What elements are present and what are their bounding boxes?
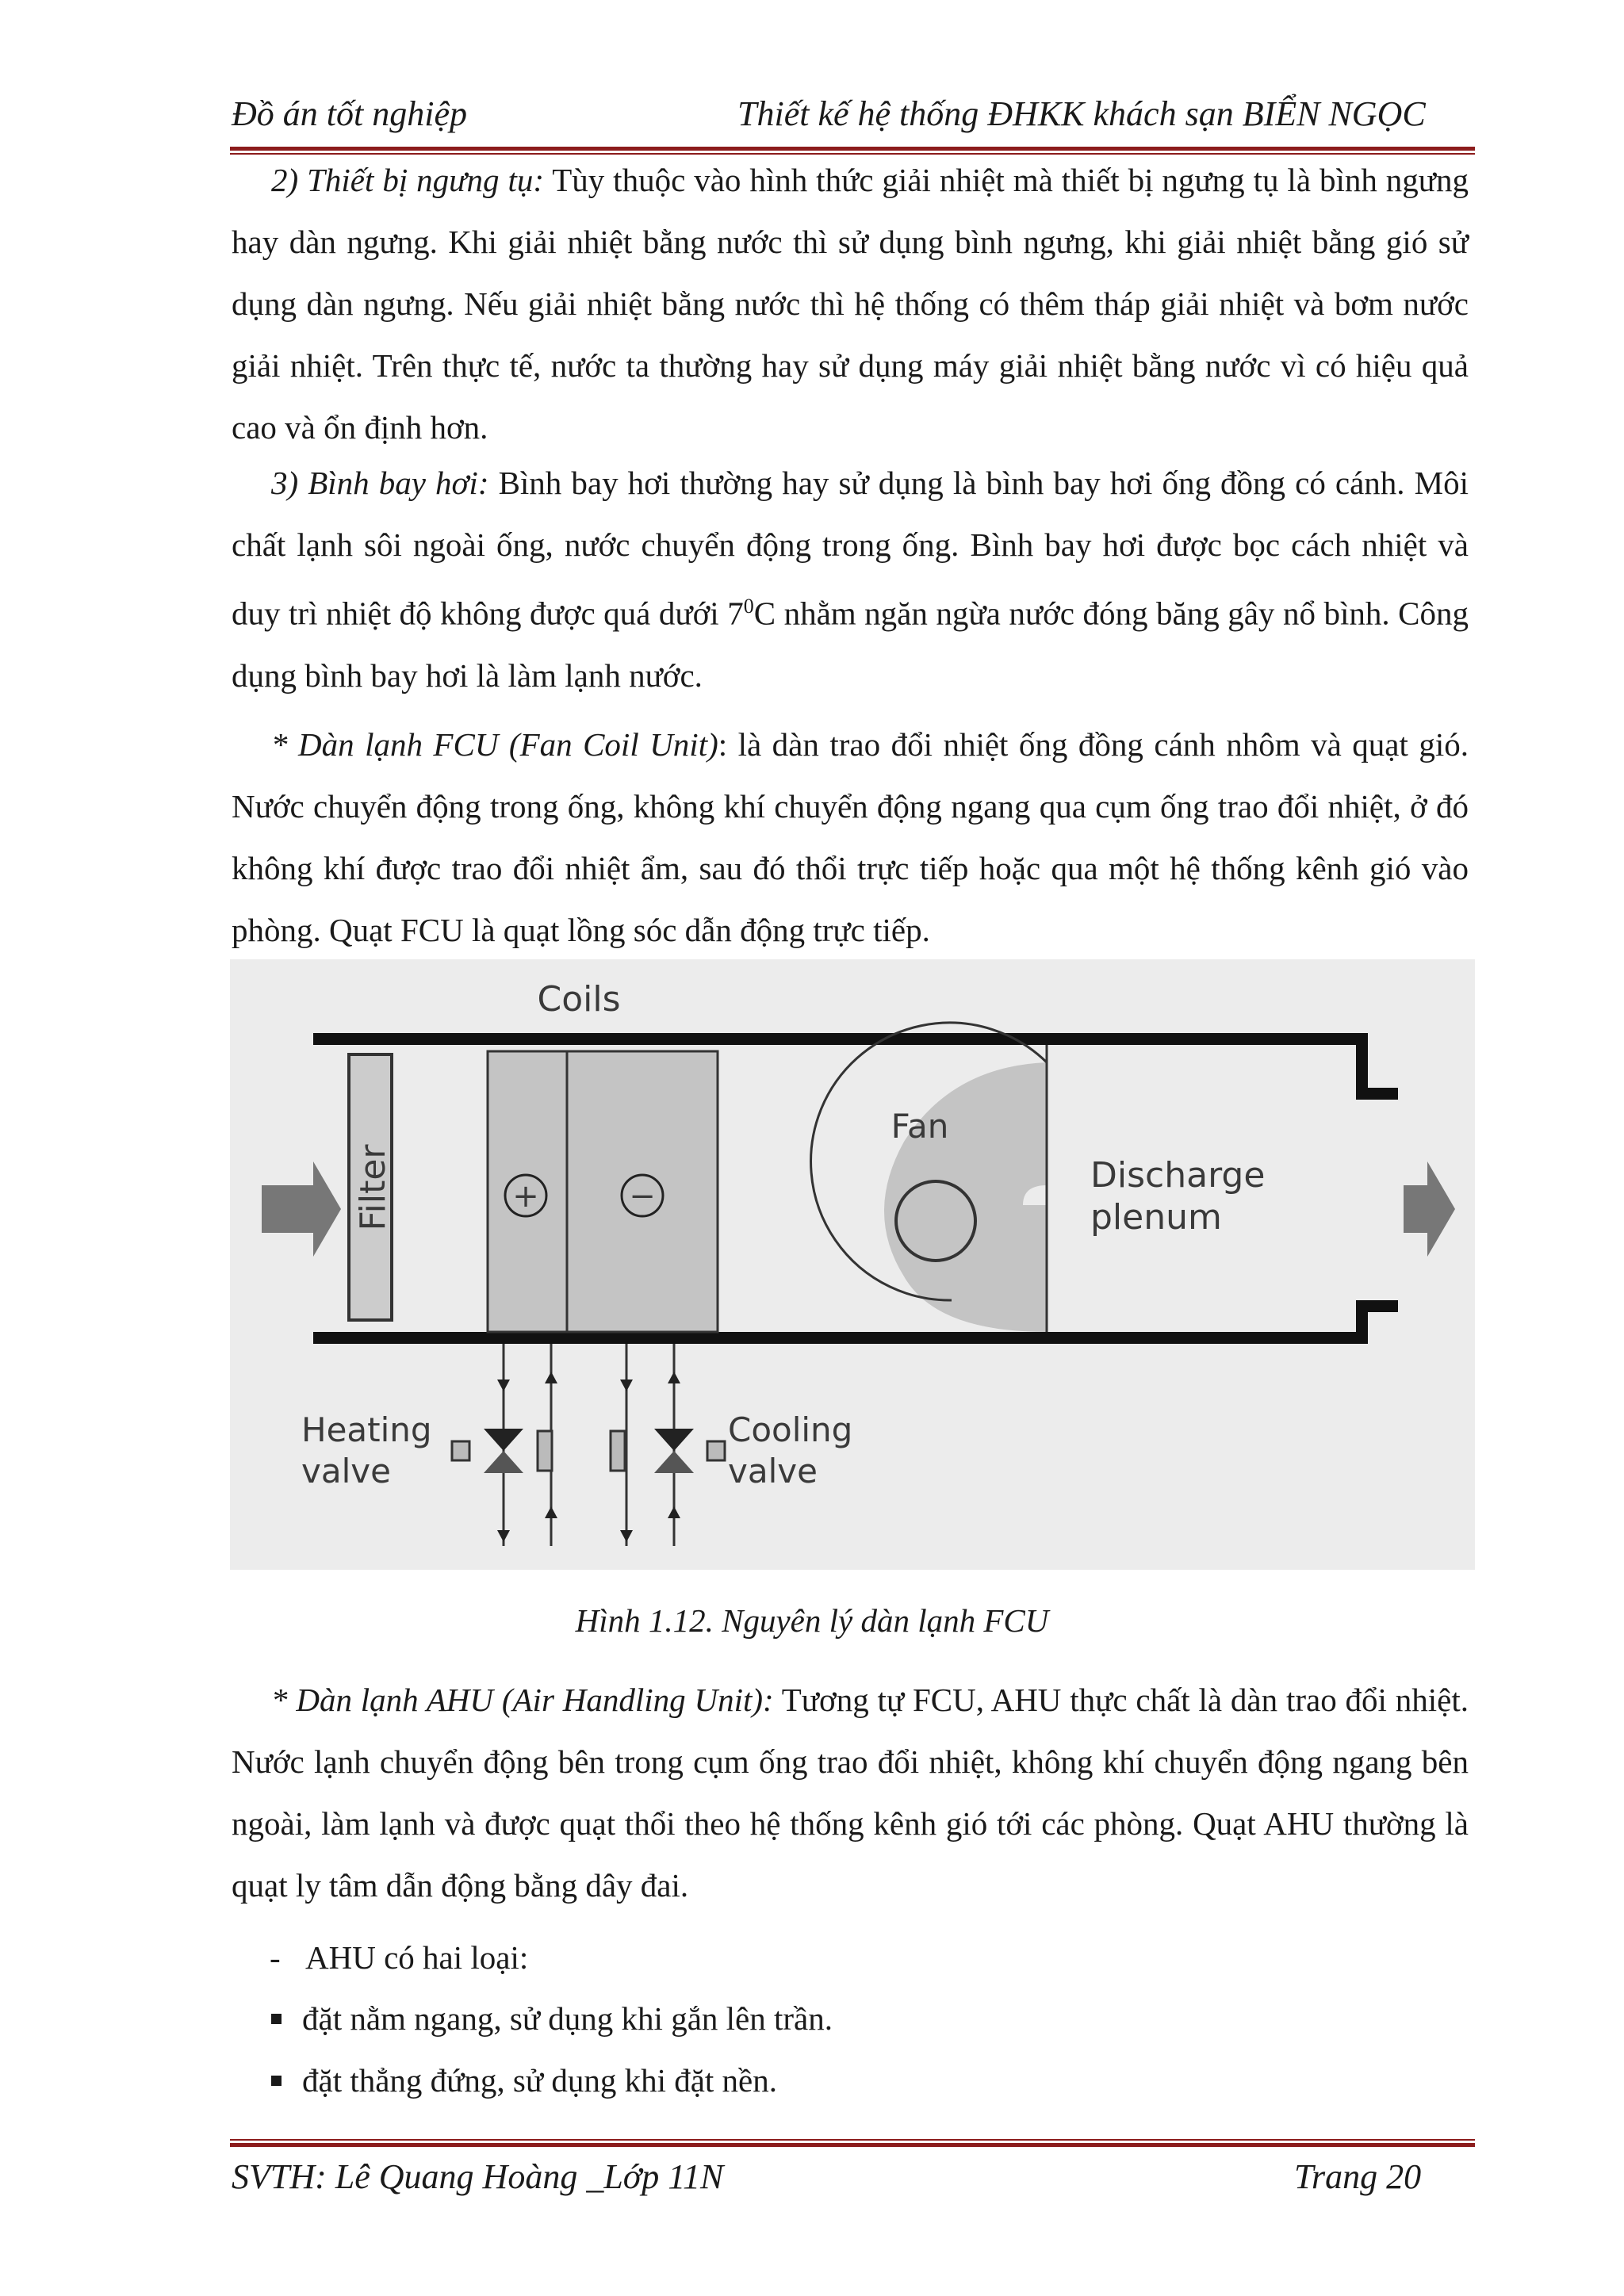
figure-caption: Hình 1.12. Nguyên lý dàn lạnh FCU bbox=[575, 1602, 1049, 1639]
paragraph-condenser bbox=[232, 149, 1469, 458]
fan-label: Fan bbox=[891, 1107, 949, 1146]
coils-label: Coils bbox=[537, 979, 621, 1020]
footer-rule-top bbox=[230, 2139, 1475, 2141]
list-intro bbox=[270, 1938, 528, 1976]
square-bullet-icon bbox=[271, 2014, 282, 2024]
discharge-label-line1: Discharge bbox=[1090, 1155, 1266, 1196]
paragraph-text: Tương tự FCU, AHU thực chất là dàn trao đổi nhiệt. Nước lạnh chuyển động bên trong cụm ống trao đổi nhiệt, không khí chuyển động ngang bên ngoài, làm lạnh và được quạt thổi theo hệ thống kênh gió tới các phòng. Quạt AHU thường là quạt ly tâm dẫn động bằng dây đai. bbox=[232, 1682, 1469, 1904]
footer-rule-bottom bbox=[230, 2143, 1475, 2147]
minus-sign: − bbox=[629, 1178, 656, 1215]
list-item bbox=[271, 1999, 833, 2038]
list-item-text: đặt thẳng đứng, sử dụng khi đặt nền. bbox=[302, 2062, 778, 2099]
fcu-diagram bbox=[230, 959, 1475, 1570]
paragraph-text: : là dàn trao đổi nhiệt ống đồng cánh nhôm và quạt gió. Nước chuyển động trong ống, không khí chuyển động ngang qua cụm ống trao đổi nhiệt, ở đó không khí được trao đổi nhiệt ẩm, sau đó thổi trực tiếp hoặc qua một hệ thống kênh gió vào phòng. Quạt FCU là quạt lồng sóc dẫn động trực tiếp. bbox=[232, 726, 1469, 948]
paragraph-fcu bbox=[232, 714, 1469, 961]
duct-bottom-wall bbox=[313, 1332, 1368, 1344]
header-right: Thiết kế hệ thống ĐHKK khách sạn BIỂN NGỌC bbox=[737, 94, 1426, 133]
paragraph-label: 3) Bình bay hơi: bbox=[271, 465, 489, 501]
list-intro-text: AHU có hai loại: bbox=[305, 1939, 529, 1976]
paragraph-evaporator bbox=[232, 452, 1469, 706]
superscript: 0 bbox=[743, 595, 754, 618]
list-item-text: đặt nằm ngang, sử dụng khi gắn lên trần. bbox=[302, 2000, 833, 2037]
discharge-label-line2: plenum bbox=[1090, 1197, 1222, 1238]
duct-top-flange bbox=[1356, 1088, 1398, 1100]
square-bullet-icon bbox=[271, 2076, 282, 2086]
header-left: Đồ án tốt nghiệp bbox=[232, 94, 467, 133]
duct-bottom-flange bbox=[1356, 1300, 1398, 1312]
duct-top-wall bbox=[313, 1033, 1368, 1045]
paragraph-text: Bình bay hơi thường hay sử dụng là bình bay hơi ống đồng có cánh. Môi chất lạnh sôi ngoài ống, nước chuyển động trong ống. Bình bay hơi được bọc cách nhiệt và duy trì nhiệt độ không được quá dưới 7 bbox=[232, 465, 1469, 632]
paragraph-ahu bbox=[232, 1669, 1469, 1916]
footer-left: SVTH: Lê Quang Hoàng _Lớp 11N bbox=[232, 2157, 724, 2196]
paragraph-label: * Dàn lạnh FCU (Fan Coil Unit) bbox=[271, 726, 718, 763]
heating-valve-label-line1: Heating bbox=[301, 1410, 432, 1449]
cooling-valve-label-line1: Cooling bbox=[728, 1410, 853, 1449]
paragraph-text: Tùy thuộc vào hình thức giải nhiệt mà thiết bị ngưng tụ là bình ngưng hay dàn ngưng. Khi giải nhiệt bằng nước thì sử dụng bình ngưng, khi giải nhiệt bằng gió sử dụng dàn ngưng. Nếu giải nhiệt bằng nước thì hệ thống có thêm tháp giải nhiệt và bơm nước giải nhiệt. Trên thực tế, nước ta thường hay sử dụng máy giải nhiệt bằng nước vì có hiệu quả cao và ổn định hơn. bbox=[232, 162, 1469, 446]
cooling-valve-label-line2: valve bbox=[728, 1452, 818, 1490]
list-dash: - bbox=[270, 1939, 281, 1976]
filter-label: Filter bbox=[353, 1144, 393, 1231]
paragraph-label: 2) Thiết bị ngưng tụ: bbox=[271, 162, 544, 198]
paragraph-label: * Dàn lạnh AHU (Air Handling Unit): bbox=[271, 1682, 774, 1718]
figure-background bbox=[230, 959, 1475, 1570]
plus-sign: + bbox=[512, 1178, 539, 1215]
heating-valve-label-line2: valve bbox=[301, 1452, 391, 1490]
footer-page-number: Trang 20 bbox=[1294, 2157, 1422, 2196]
list-item bbox=[271, 2061, 777, 2099]
paragraph-text: C nhằm ngăn ngừa nước đóng băng gây nổ bình. Công dụng bình bay hơi là làm lạnh nước. bbox=[232, 595, 1469, 694]
